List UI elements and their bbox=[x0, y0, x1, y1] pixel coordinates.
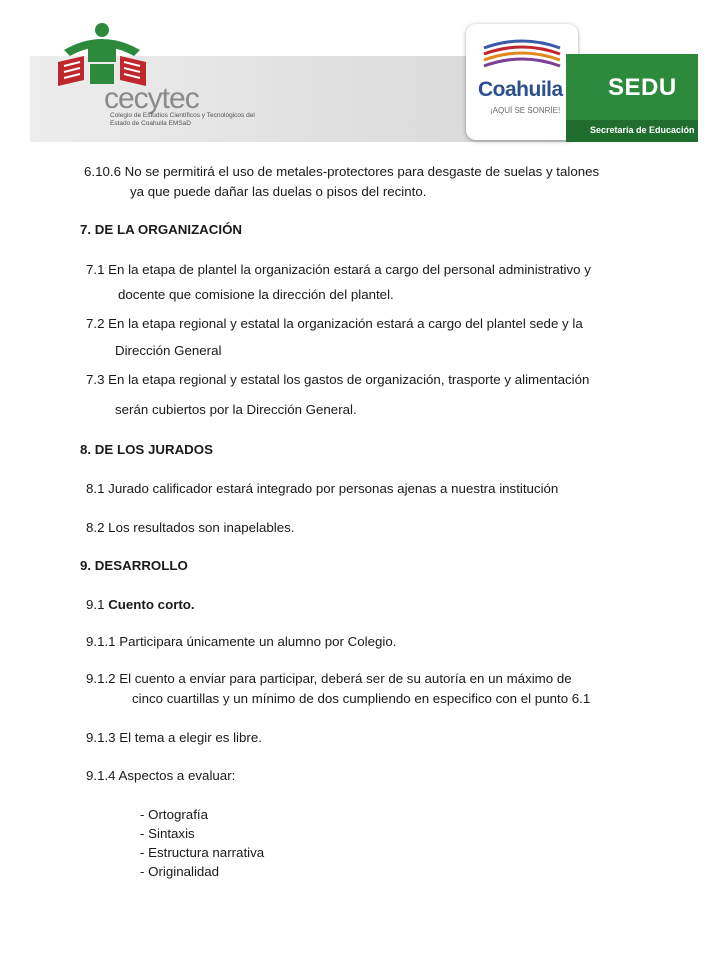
header-banner bbox=[30, 18, 698, 142]
bullet-estructura: - Estructura narrativa bbox=[140, 845, 265, 860]
item-9-1-3: 9.1.3 El tema a elegir es libre. bbox=[86, 730, 262, 745]
item-9-1 bbox=[86, 597, 195, 613]
item-7-3: 7.3 En la etapa regional y estatal los gastos de organización, trasporte y alimentación bbox=[86, 372, 590, 387]
heading-organizacion: 7. DE LA ORGANIZACIÓN bbox=[80, 222, 243, 237]
item-9-1-number: 9.1 bbox=[86, 597, 109, 612]
coahuila-tagline: ¡AQUÍ SE SONRÍE! bbox=[490, 106, 561, 115]
item-7-2-cont: Dirección General bbox=[115, 343, 222, 358]
heading-jurados: 8. DE LOS JURADOS bbox=[80, 442, 213, 457]
cecytec-emblem-icon bbox=[54, 20, 146, 90]
sedu-subtitle: Secretaría de Educación bbox=[590, 125, 695, 135]
item-9-1-1: 9.1.1 Participara únicamente un alumno por Colegio. bbox=[86, 634, 397, 649]
cecytec-description: Colegio de Estudios Científicos y Tecnológicos del Estado de Coahuila EMSaD bbox=[110, 112, 255, 127]
item-7-1-cont: docente que comisione la dirección del plantel. bbox=[118, 287, 394, 302]
coahuila-arcs-icon bbox=[480, 38, 564, 74]
sedu-logo-text: SEDU bbox=[608, 74, 677, 101]
bullet-ortografia: - Ortografía bbox=[140, 807, 208, 822]
coahuila-logo-text: Coahuila bbox=[478, 78, 563, 101]
item-8-2: 8.2 Los resultados son inapelables. bbox=[86, 520, 295, 535]
item-9-1-2-cont: cinco cuartillas y un mínimo de dos cumpliendo en especifico con el punto 6.1 bbox=[132, 691, 591, 706]
item-7-2: 7.2 En la etapa regional y estatal la organización estará a cargo del plantel sede y la bbox=[86, 316, 583, 331]
bullet-originalidad: - Originalidad bbox=[140, 864, 220, 879]
bullet-sintaxis: - Sintaxis bbox=[140, 826, 195, 841]
item-9-1-2: 9.1.2 El cuento a enviar para participar, deberá ser de su autoría en un máximo de bbox=[86, 671, 572, 686]
coahuila-logo bbox=[466, 24, 578, 140]
item-9-1-4: 9.1.4 Aspectos a evaluar: bbox=[86, 768, 236, 783]
item-7-3-cont: serán cubiertos por la Dirección General. bbox=[115, 402, 357, 417]
item-9-1-title: Cuento corto. bbox=[108, 597, 195, 612]
item-8-1: 8.1 Jurado calificador estará integrado por personas ajenas a nuestra institución bbox=[86, 481, 559, 496]
item-7-1: 7.1 En la etapa de plantel la organización estará a cargo del personal administrativo y bbox=[86, 262, 591, 277]
heading-desarrollo: 9. DESARROLLO bbox=[80, 558, 188, 573]
cecytec-logo-text: cecytec bbox=[104, 82, 199, 115]
item-6-10-6-cont: ya que puede dañar las duelas o pisos del recinto. bbox=[130, 184, 427, 199]
item-6-10-6: 6.10.6 No se permitirá el uso de metales-protectores para desgaste de suelas y talones bbox=[84, 164, 600, 179]
